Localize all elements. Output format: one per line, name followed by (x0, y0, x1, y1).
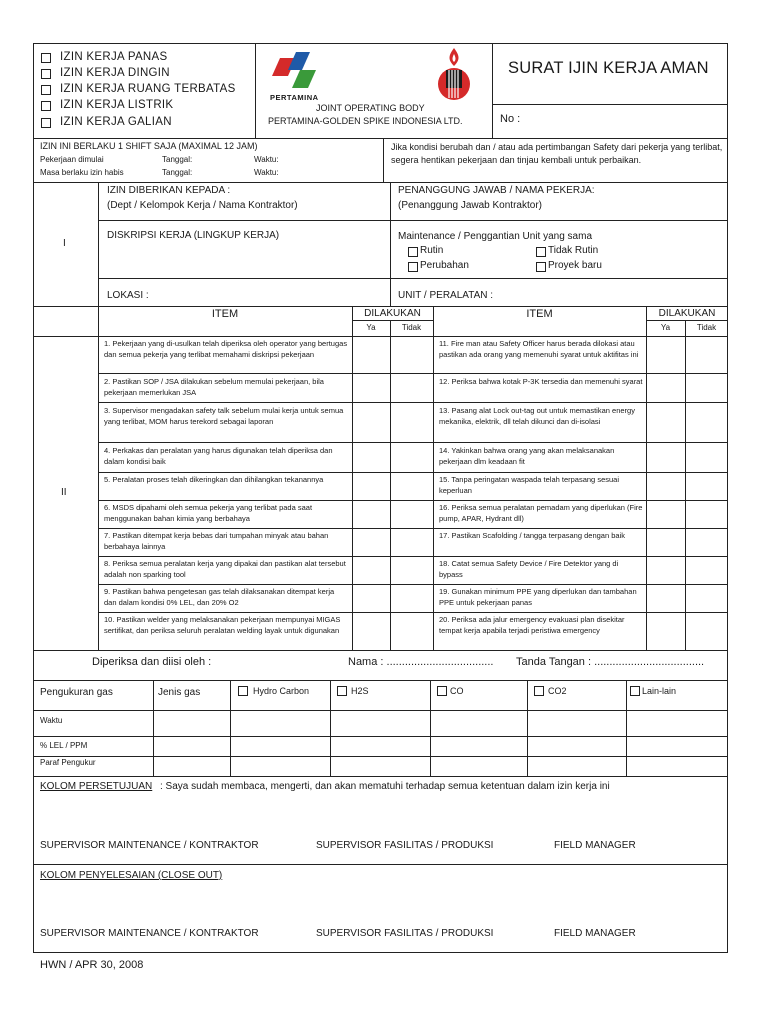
checklist-item-10: 10. Pastikan welder yang melaksanakan pekerjaan mempunyai MIGAS sertifikat, dan periksa seluruh peralatan welding layak untuk digunakan (104, 615, 341, 635)
checklist-item-2: 2. Pastikan SOP / JSA dilakukan sebelum memulai pekerjaan, bila pekerjaan memerlukan JSA (104, 377, 324, 397)
checklist-item-15: 15. Tanpa peringatan waspada telah terpasang sesuai keperluan (439, 475, 619, 495)
inspector-name-field[interactable]: Nama : ................................... (348, 656, 494, 668)
checklist-item-3: 3. Supervisor mengadakan safety talk sebelum mulai kerja untuk semua yang terlibat, MOM harus terekord sebagai laporan (104, 406, 344, 426)
option-perubahan-label: Perubahan (420, 260, 469, 271)
approval-sig-field-manager[interactable]: FIELD MANAGER (554, 840, 636, 851)
gas-row-time: Waktu (40, 716, 63, 725)
location-label: LOKASI : (107, 290, 149, 301)
gas-hydrocarbon-label: Hydro Carbon (253, 686, 310, 696)
option-proyek-checkbox[interactable] (536, 262, 546, 272)
description-label: DISKRIPSI KERJA (LINGKUP KERJA) (107, 230, 280, 241)
pertamina-wordmark: PERTAMINA (270, 93, 319, 102)
given-to-sub: (Dept / Kelompok Kerja / Nama Kontraktor) (107, 200, 298, 211)
end-time-label: Waktu: (254, 168, 279, 177)
gas-h2s-label: H2S (351, 686, 369, 696)
checklist-item-4: 4. Perkakas dan peralatan yang harus digunakan telah diperiksa dan dalam kondisi baik (104, 446, 333, 466)
permit-checkbox-confined[interactable] (41, 85, 51, 95)
checklist-item-12: 12. Periksa bahwa kotak P-3K tersedia dan memenuhi syarat (439, 377, 643, 386)
permit-label-electrical: IZIN KERJA LISTRIK (60, 99, 174, 111)
option-tidak-rutin-checkbox[interactable] (536, 247, 546, 257)
gas-co2-checkbox[interactable] (534, 686, 544, 696)
gas-type-label: Jenis gas (158, 687, 201, 698)
checklist-item-7: 7. Pastikan ditempat kerja bebas dari tumpahan minyak atau bahan berbahaya lainnya (104, 531, 329, 551)
checked-by-label: Diperiksa dan diisi oleh : (92, 656, 212, 668)
checklist-item-16: 16. Periksa semua peralatan pemadam yang diperlukan (Fire pump, APAR, Hydrant dll) (439, 503, 643, 523)
option-tidak-rutin-label: Tidak Rutin (548, 245, 599, 256)
checklist-item-1: 1. Pekerjaan yang di-usulkan telah diperiksa oleh operator yang bertugas dan semua pekerja yang terlibat memahami diskripsi pekerjaan (104, 339, 348, 359)
permit-label-excavation: IZIN KERJA GALIAN (60, 116, 172, 128)
done-header-right: DILAKUKAN (658, 308, 716, 319)
gas-row-initial: Paraf Pengukur (40, 758, 96, 767)
gas-row-lel: % LEL / PPM (40, 741, 88, 750)
gas-measurement-label: Pengukuran gas (40, 687, 113, 698)
permit-checkbox-electrical[interactable] (41, 101, 51, 111)
checklist-item-14: 14. Yakinkan bahwa orang yang akan melaksanakan pekerjaan dlm keadaan fit (439, 446, 615, 466)
maintenance-label: Maintenance / Penggantian Unit yang sama (398, 231, 593, 242)
closeout-title: KOLOM PENYELESAIAN (CLOSE OUT) (40, 870, 223, 881)
permit-checkbox-cold[interactable] (41, 69, 51, 79)
end-label: Masa berlaku izin habis (40, 168, 124, 177)
given-to-label: IZIN DIBERIKAN KEPADA : (107, 185, 231, 196)
permit-checkbox-hot[interactable] (41, 53, 51, 63)
pertamina-logo-icon (270, 50, 330, 92)
done-header-left: DILAKUKAN (364, 308, 421, 319)
permit-number-label: No : (500, 113, 521, 125)
permit-label-cold: IZIN KERJA DINGIN (60, 67, 170, 79)
option-rutin-label: Rutin (420, 245, 444, 256)
yes-header-right: Ya (660, 323, 671, 332)
checklist-item-6: 6. MSDS dipahami oleh semua pekerja yang terlibat pada saat menggunakan bahan kimia yang berbahaya (104, 503, 313, 523)
option-perubahan-checkbox[interactable] (408, 262, 418, 272)
end-date-label: Tanggal: (162, 168, 193, 177)
golden-spike-emblem-icon (432, 46, 476, 106)
yes-header-left: Ya (366, 323, 376, 332)
checklist-item-19: 19. Gunakan minimum PPE yang diperlukan dan tambahan PPE untuk pekerjaan panas (439, 587, 637, 607)
company-line-1: JOINT OPERATING BODY (316, 103, 425, 113)
approval-statement: : Saya sudah membaca, mengerti, dan akan mematuhi terhadap semua ketentuan dalam izin kerja ini (160, 781, 610, 792)
gas-co-label: CO (450, 686, 464, 696)
approval-sig-maintenance[interactable]: SUPERVISOR MAINTENANCE / KONTRAKTOR (40, 840, 259, 851)
closeout-sig-maintenance[interactable]: SUPERVISOR MAINTENANCE / KONTRAKTOR (40, 928, 259, 939)
closeout-sig-facility[interactable]: SUPERVISOR FASILITAS / PRODUKSI (316, 928, 494, 939)
checklist-item-20: 20. Periksa ada jalur emergency evakuasi plan disekitar tempat kerja apabila terjadi peristiwa emergency (439, 615, 625, 635)
permit-number-field[interactable] (530, 108, 720, 132)
start-label: Pekerjaan dimulai (40, 155, 104, 164)
unit-label: UNIT / PERALATAN : (398, 290, 494, 301)
gas-other-checkbox[interactable] (630, 686, 640, 696)
gas-other-label: Lain-lain (642, 686, 677, 696)
safety-note: Jika kondisi berubah dan / atau ada pertimbangan Safety dari pekerja yang terlibat, segera hentikan pekerjaan dan tinjau kembali untuk perbaikan. (391, 142, 723, 165)
option-rutin-checkbox[interactable] (408, 247, 418, 257)
responsible-label: PENANGGUNG JAWAB / NAMA PEKERJA: (398, 185, 595, 196)
page-title: SURAT IJIN KERJA AMAN (508, 59, 709, 77)
gas-co-checkbox[interactable] (437, 686, 447, 696)
permit-checkbox-excavation[interactable] (41, 118, 51, 128)
option-proyek-label: Proyek baru (548, 260, 602, 271)
closeout-sig-field-manager[interactable]: FIELD MANAGER (554, 928, 636, 939)
checklist-item-13: 13. Pasang alat Lock out-tag out untuk memastikan energy mekanika, elektrik, dll telah dikunci dan di-isolasi (439, 406, 635, 426)
gas-hydrocarbon-checkbox[interactable] (238, 686, 248, 696)
checklist-item-5: 5. Peralatan proses telah dikeringkan dan dihilangkan tekanannya (104, 475, 324, 484)
no-header-left: Tidak (401, 323, 422, 332)
inspector-signature-field[interactable]: Tanda Tangan : .................................... (516, 656, 705, 668)
start-time-label: Waktu: (254, 155, 279, 164)
permit-label-confined: IZIN KERJA RUANG TERBATAS (60, 83, 236, 95)
revision-footer: HWN / APR 30, 2008 (40, 959, 144, 971)
company-line-2: PERTAMINA-GOLDEN SPIKE INDONESIA LTD. (268, 116, 463, 126)
description-field[interactable] (104, 244, 384, 274)
gas-co2-label: CO2 (548, 686, 567, 696)
start-date-label: Tanggal: (162, 155, 193, 164)
validity-notice: IZIN INI BERLAKU 1 SHIFT SAJA (MAXIMAL 12 JAM) (40, 141, 258, 151)
checklist-item-18: 18. Catat semua Safety Device / Fire Detektor yang di bypass (439, 559, 619, 579)
responsible-sub: (Penanggung Jawab Kontraktor) (398, 200, 542, 211)
checklist-item-9: 9. Pastikan bahwa pengetesan gas telah dilaksanakan ditempat kerja dan dalam kondisi 0% LEL, dan 20% O2 (104, 587, 335, 607)
item-header-right: ITEM (526, 308, 553, 320)
section-2-roman: II (61, 487, 67, 498)
section-1-roman: I (63, 238, 66, 249)
gas-h2s-checkbox[interactable] (337, 686, 347, 696)
checklist-item-11: 11. Fire man atau Safety Officer harus berada dilokasi atau pastikan ada orang yang memenuhi syarat untuk aktifitas ini (439, 339, 639, 359)
checklist-item-17: 17. Pastikan Scafolding / tangga terpasang dengan baik (439, 531, 625, 540)
checklist-item-8: 8. Periksa semua peralatan kerja yang dipakai dan pastikan alat tersebut adalah non sparking tool (104, 559, 346, 579)
approval-title: KOLOM PERSETUJUAN (40, 781, 153, 792)
item-header-left: ITEM (211, 308, 239, 320)
approval-sig-facility[interactable]: SUPERVISOR FASILITAS / PRODUKSI (316, 840, 494, 851)
permit-label-hot: IZIN KERJA PANAS (60, 51, 168, 63)
no-header-right: Tidak (696, 323, 717, 332)
